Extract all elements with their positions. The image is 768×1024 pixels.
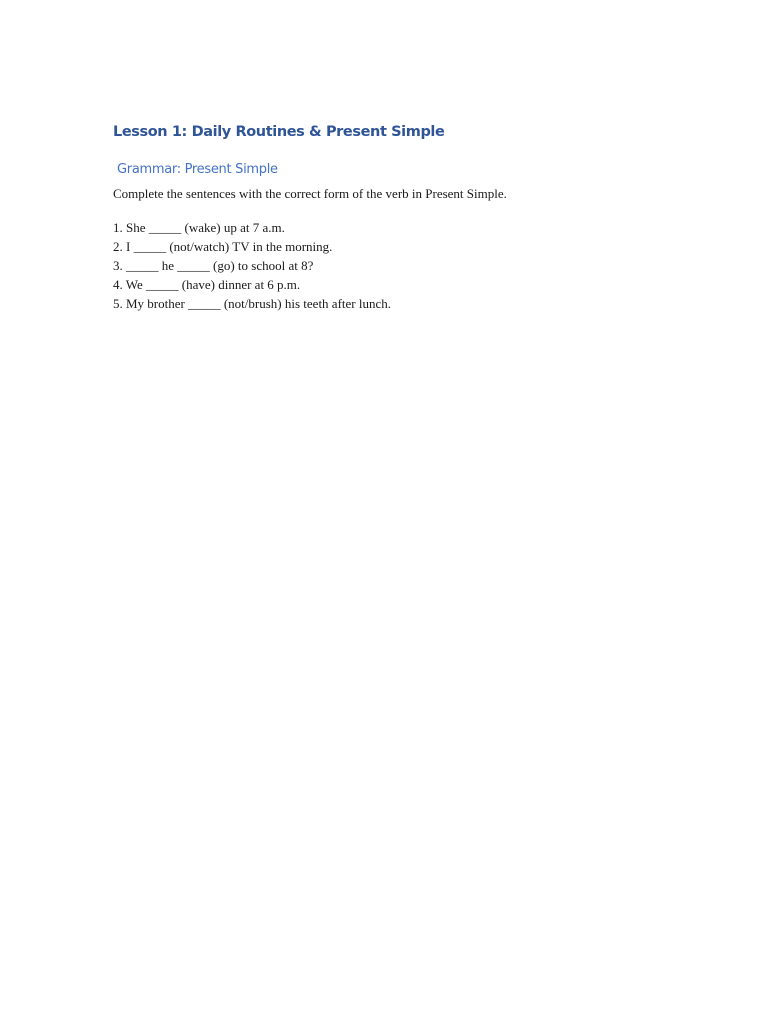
exercise-item-1: 1. She _____ (wake) up at 7 a.m. (113, 220, 285, 235)
exercise-item-5: 5. My brother _____ (not/brush) his teeth after lunch. (113, 296, 391, 311)
exercise-item-3: 3. _____ he _____ (go) to school at 8? (113, 258, 314, 273)
exercise-item-2: 2. I _____ (not/watch) TV in the morning. (113, 239, 333, 254)
exercise-item-4: 4. We _____ (have) dinner at 6 p.m. (113, 277, 301, 292)
lesson-title: Lesson 1: Daily Routines & Present Simple (113, 124, 445, 140)
exercise-list (113, 218, 391, 313)
instructions-text: Complete the sentences with the correct form of the verb in Present Simple. (113, 186, 507, 201)
section-heading: Grammar: Present Simple (117, 162, 278, 177)
